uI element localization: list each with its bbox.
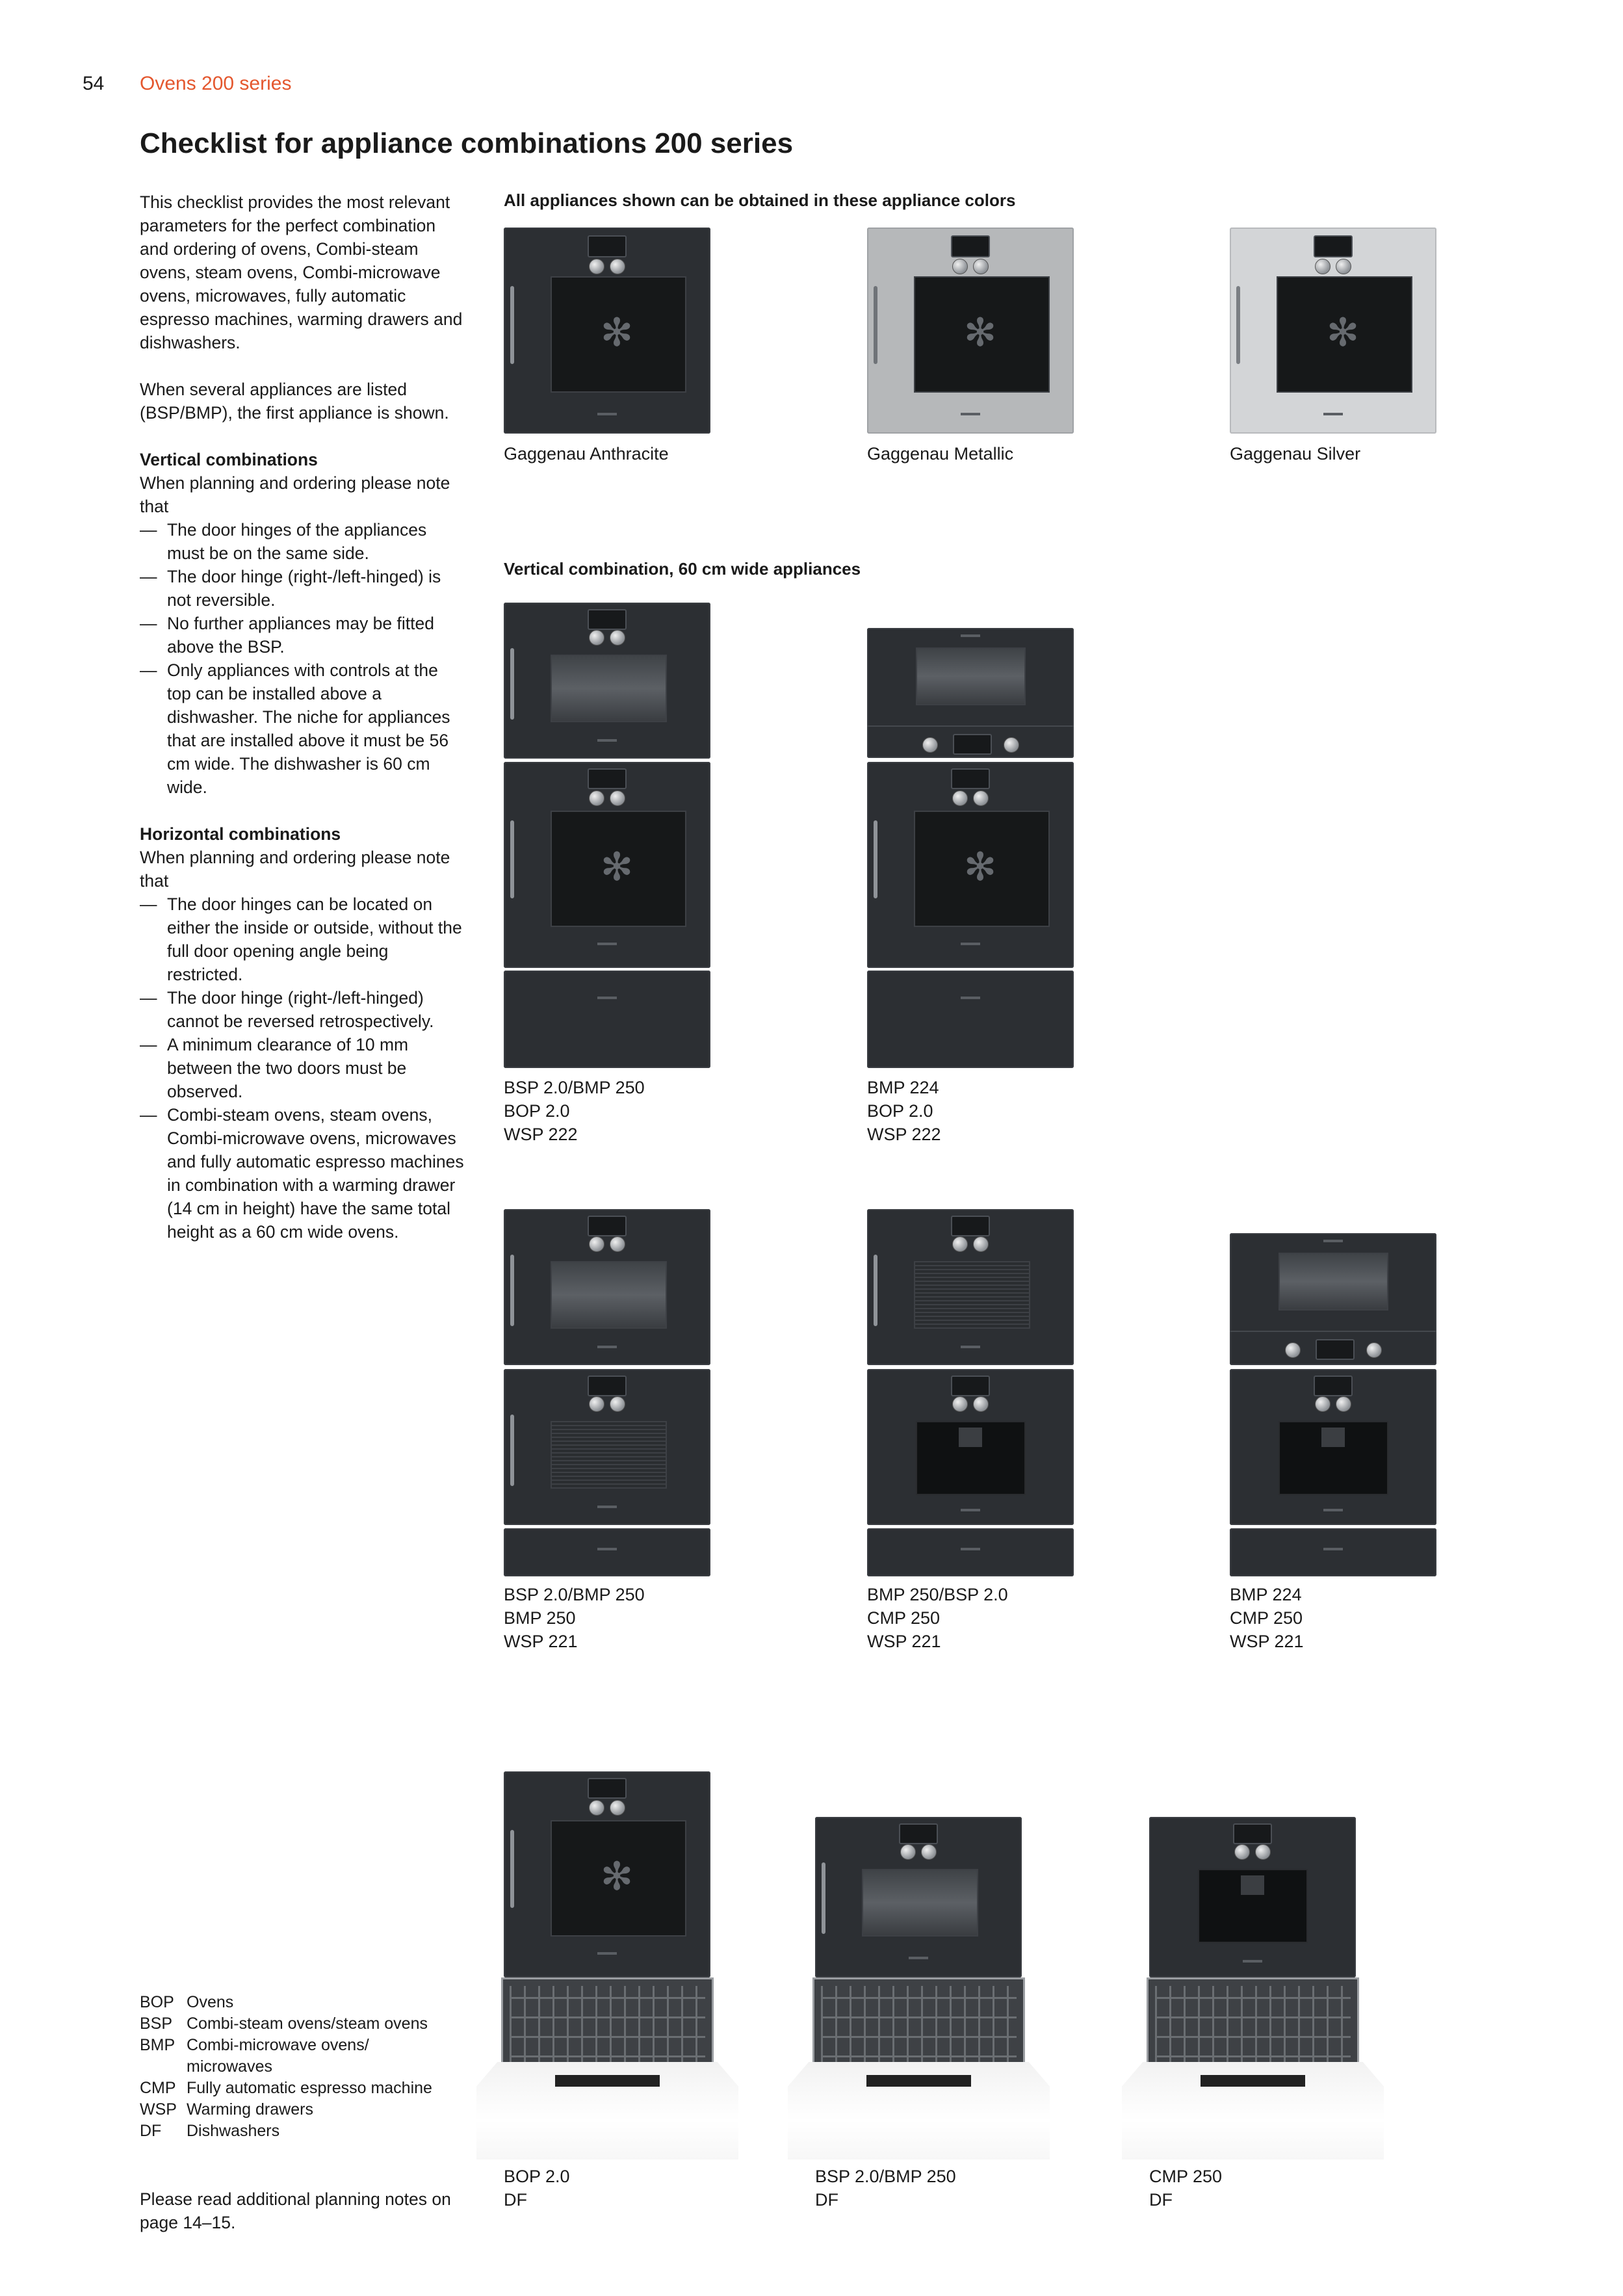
knob-icon — [610, 1236, 625, 1252]
dishwasher-image — [788, 1977, 1050, 2159]
display-panel — [555, 2075, 660, 2087]
knob-icon — [1315, 259, 1331, 274]
warming-drawer-image — [867, 1528, 1074, 1576]
divider — [1230, 1331, 1436, 1332]
legend-row — [140, 2035, 432, 2078]
horizontal-combinations-list — [140, 893, 465, 1244]
display-panel — [1233, 1823, 1272, 1844]
display-panel — [588, 1376, 627, 1396]
oven-window — [916, 647, 1026, 705]
door-handle — [510, 648, 514, 720]
list-item: — The door hinges can be located on either the inside or outside, without the full door opening angle being restricted. — [140, 893, 465, 986]
display-panel — [588, 1778, 627, 1799]
dishwasher-image — [476, 1977, 738, 2159]
display-panel — [588, 609, 627, 630]
fan-icon: ✻ — [600, 311, 634, 354]
brand-badge — [961, 1548, 980, 1550]
knob-icon — [973, 259, 989, 274]
display-panel — [951, 768, 990, 789]
legend-code: DF — [140, 2122, 162, 2140]
microwave-image — [867, 628, 1074, 758]
brand-badge — [597, 739, 617, 742]
legend-row — [140, 2099, 432, 2120]
fan-icon: ✻ — [600, 845, 634, 889]
planning-notes-footnote: Please read additional planning notes on page 14–15. — [140, 2189, 451, 2232]
brand-badge — [1323, 413, 1343, 415]
oven-metallic-image — [867, 228, 1074, 434]
door-handle — [822, 1862, 825, 1934]
section-title: Ovens 200 series — [140, 73, 292, 94]
intro-text — [140, 190, 465, 1244]
intro-note: When several appliances are listed (BSP/BMP), the first appliance is shown. — [140, 380, 449, 423]
door-handle — [510, 1415, 514, 1486]
brand-badge — [597, 1346, 617, 1348]
microwave-image — [1230, 1233, 1436, 1365]
warming-drawer-image — [1230, 1528, 1436, 1576]
coffee-spout-icon — [1241, 1875, 1264, 1895]
colors-heading: All appliances shown can be obtained in these appliance colors — [504, 190, 1016, 210]
display-panel — [866, 2075, 971, 2087]
oven-window — [914, 1261, 1030, 1329]
oven-image — [867, 762, 1074, 968]
knob-icon — [1336, 1396, 1351, 1412]
steam-oven-image — [504, 1209, 710, 1365]
oven-anthracite-image — [504, 228, 710, 434]
caption-line: WSP 221 — [867, 1632, 941, 1651]
list-item: — A minimum clearance of 10 mm between the two doors must be observed. — [140, 1033, 465, 1103]
color-label: Gaggenau Anthracite — [504, 444, 669, 463]
coffee-spout-icon — [1321, 1428, 1345, 1447]
legend-desc: Combi-microwave ovens/ microwaves — [187, 2036, 369, 2076]
microwave-image — [504, 1369, 710, 1525]
display-panel — [1201, 2075, 1305, 2087]
door-handle — [510, 820, 514, 898]
combination-caption — [504, 2165, 570, 2211]
horizontal-combinations-heading: Horizontal combinations — [140, 824, 341, 844]
display-panel — [588, 235, 627, 257]
door-handle — [1236, 286, 1240, 364]
caption-line: BOP 2.0 — [504, 2167, 570, 2186]
page-title: Checklist for appliance combinations 200 series — [140, 127, 794, 159]
door-handle — [874, 286, 877, 364]
combination-caption — [504, 1076, 645, 1146]
legend-row — [140, 2013, 432, 2035]
knob-icon — [952, 259, 968, 274]
combination-caption — [1149, 2165, 1222, 2211]
brand-badge — [597, 997, 617, 999]
oven-window — [551, 1421, 667, 1489]
legend-row — [140, 1992, 432, 2013]
brand-badge — [1323, 1548, 1343, 1550]
page-number: 54 — [83, 73, 105, 94]
brand-badge — [909, 1957, 928, 1959]
knob-icon — [610, 790, 625, 806]
caption-line: BOP 2.0 — [867, 1101, 933, 1121]
list-item: — The door hinge (right-/left-hinged) cannot be reversed retrospectively. — [140, 986, 465, 1033]
legend-desc: Ovens — [187, 1993, 234, 2011]
brand-badge — [597, 943, 617, 945]
knob-icon — [610, 1396, 625, 1412]
caption-line: WSP 221 — [504, 1632, 578, 1651]
knob-icon — [973, 1396, 989, 1412]
oven-window — [551, 1261, 667, 1329]
knob-icon — [610, 1800, 625, 1816]
caption-line: DF — [815, 2190, 838, 2210]
brand-badge — [961, 1509, 980, 1511]
legend-row — [140, 2078, 432, 2099]
knob-icon — [1004, 737, 1019, 753]
fan-icon: ✻ — [600, 1855, 634, 1898]
fan-icon: ✻ — [963, 845, 997, 889]
brand-badge — [597, 1548, 617, 1550]
caption-line: WSP 222 — [504, 1125, 578, 1144]
espresso-machine-image — [1149, 1817, 1356, 1977]
caption-line: BOP 2.0 — [504, 1101, 570, 1121]
list-item: — No further appliances may be fitted above the BSP. — [140, 612, 465, 659]
brand-badge — [961, 1346, 980, 1348]
legend-code: BMP — [140, 2036, 175, 2054]
color-label: Gaggenau Metallic — [867, 444, 1014, 463]
combination-caption — [815, 2165, 956, 2211]
knob-icon — [1285, 1342, 1301, 1358]
coffee-spout-icon — [959, 1428, 982, 1447]
caption-line: BMP 250 — [504, 1608, 576, 1628]
caption-line: BMP 250/BSP 2.0 — [867, 1585, 1008, 1604]
display-panel — [951, 1216, 990, 1236]
combination-caption — [867, 1076, 941, 1146]
color-label: Gaggenau Silver — [1230, 444, 1361, 463]
caption-line: CMP 250 — [1149, 2167, 1223, 2186]
caption-line: BMP 224 — [867, 1078, 939, 1097]
legend-desc: Fully automatic espresso machine — [187, 2079, 432, 2097]
display-panel — [899, 1823, 938, 1844]
fan-icon: ✻ — [963, 311, 997, 354]
knob-icon — [952, 790, 968, 806]
legend-row — [140, 2120, 432, 2142]
brand-badge — [1243, 1960, 1262, 1963]
brand-badge — [1323, 1509, 1343, 1511]
dishwasher-image — [1122, 1977, 1384, 2159]
brand-badge — [597, 1506, 617, 1508]
knob-icon — [922, 737, 938, 753]
brand-badge — [961, 634, 980, 637]
steam-oven-image — [504, 603, 710, 759]
display-panel — [1316, 1339, 1355, 1360]
microwave-image — [867, 1209, 1074, 1365]
combination-caption — [1230, 1583, 1304, 1653]
legend-code: BSP — [140, 2015, 173, 2033]
oven-silver-image — [1230, 228, 1436, 434]
vertical-combination-heading: Vertical combination, 60 cm wide appliances — [504, 559, 861, 579]
espresso-machine-image — [1230, 1369, 1436, 1525]
legend-desc: Warming drawers — [187, 2100, 313, 2119]
warming-drawer-image — [504, 971, 710, 1068]
knob-icon — [610, 630, 625, 646]
oven-window — [551, 655, 667, 722]
door-handle — [510, 286, 514, 364]
steam-oven-image — [815, 1817, 1022, 1977]
brand-badge — [597, 413, 617, 415]
fan-icon: ✻ — [1326, 311, 1360, 354]
knob-icon — [589, 259, 604, 274]
list-item: — Combi-steam ovens, steam ovens, Combi-microwave ovens, microwaves and fully automatic espresso machines in combination with a warming drawer (14 cm in height) have the same total height as a 60 cm wide ovens. — [140, 1103, 465, 1244]
knob-icon — [900, 1844, 916, 1860]
vertical-combinations-lead: When planning and ordering please note that — [140, 473, 450, 516]
knob-icon — [1315, 1396, 1331, 1412]
knob-icon — [973, 790, 989, 806]
vertical-combinations-list — [140, 518, 465, 799]
caption-line: CMP 250 — [1230, 1608, 1303, 1628]
oven-image — [504, 762, 710, 968]
knob-icon — [973, 1236, 989, 1252]
caption-line: BMP 224 — [1230, 1585, 1302, 1604]
combination-caption — [504, 1583, 645, 1653]
legend-code: BOP — [140, 1993, 174, 2011]
knob-icon — [952, 1236, 968, 1252]
door-handle — [510, 1830, 514, 1908]
caption-line: WSP 222 — [867, 1125, 941, 1144]
display-panel — [588, 768, 627, 789]
list-item: — The door hinge (right-/left-hinged) is not reversible. — [140, 565, 465, 612]
caption-line: BSP 2.0/BMP 250 — [815, 2167, 956, 2186]
display-panel — [1314, 235, 1353, 257]
brand-badge — [597, 1952, 617, 1955]
vertical-combinations-heading: Vertical combinations — [140, 450, 318, 469]
knob-icon — [610, 259, 625, 274]
caption-line: DF — [504, 2190, 527, 2210]
caption-line: DF — [1149, 2190, 1173, 2210]
warming-drawer-image — [504, 1528, 710, 1576]
oven-window — [862, 1869, 978, 1937]
display-panel — [588, 1216, 627, 1236]
legend-desc: Combi-steam ovens/steam ovens — [187, 2015, 428, 2033]
legend-code: CMP — [140, 2079, 176, 2097]
knob-icon — [1366, 1342, 1382, 1358]
knob-icon — [589, 630, 604, 646]
knob-icon — [1234, 1844, 1250, 1860]
brand-badge — [961, 997, 980, 999]
intro-paragraph: This checklist provides the most relevant parameters for the perfect combination and ordering of ovens, Combi-steam ovens, steam ovens, Combi-microwave ovens, microwaves, fully automatic espresso machines, warming drawers and dishwashers. — [140, 192, 463, 352]
display-panel — [951, 235, 990, 257]
display-panel — [953, 734, 992, 755]
knob-icon — [589, 1236, 604, 1252]
display-panel — [1314, 1376, 1353, 1396]
espresso-machine-image — [867, 1369, 1074, 1525]
caption-line: CMP 250 — [867, 1608, 941, 1628]
abbreviation-legend — [140, 1992, 432, 2142]
legend-code: WSP — [140, 2100, 177, 2119]
brand-badge — [961, 943, 980, 945]
knob-icon — [589, 790, 604, 806]
knob-icon — [589, 1800, 604, 1816]
legend-desc: Dishwashers — [187, 2122, 280, 2140]
oven-image — [504, 1771, 710, 1977]
list-item: — Only appliances with controls at the top can be installed above a dishwasher. The niche for appliances that are installed above it must be 56 cm wide. The dishwasher is 60 cm wide. — [140, 659, 465, 799]
knob-icon — [1336, 259, 1351, 274]
caption-line: BSP 2.0/BMP 250 — [504, 1078, 645, 1097]
brand-badge — [1323, 1240, 1343, 1242]
caption-line: BSP 2.0/BMP 250 — [504, 1585, 645, 1604]
door-handle — [874, 1255, 877, 1326]
knob-icon — [1255, 1844, 1271, 1860]
display-panel — [951, 1376, 990, 1396]
door-handle — [874, 820, 877, 898]
oven-window — [1279, 1253, 1388, 1311]
knob-icon — [589, 1396, 604, 1412]
brand-badge — [961, 413, 980, 415]
divider — [867, 725, 1074, 727]
combination-caption — [867, 1583, 1008, 1653]
door-handle — [510, 1255, 514, 1326]
caption-line: WSP 221 — [1230, 1632, 1304, 1651]
knob-icon — [921, 1844, 937, 1860]
horizontal-combinations-lead: When planning and ordering please note that — [140, 848, 450, 891]
knob-icon — [952, 1396, 968, 1412]
list-item: — The door hinges of the appliances must be on the same side. — [140, 518, 465, 565]
warming-drawer-image — [867, 971, 1074, 1068]
